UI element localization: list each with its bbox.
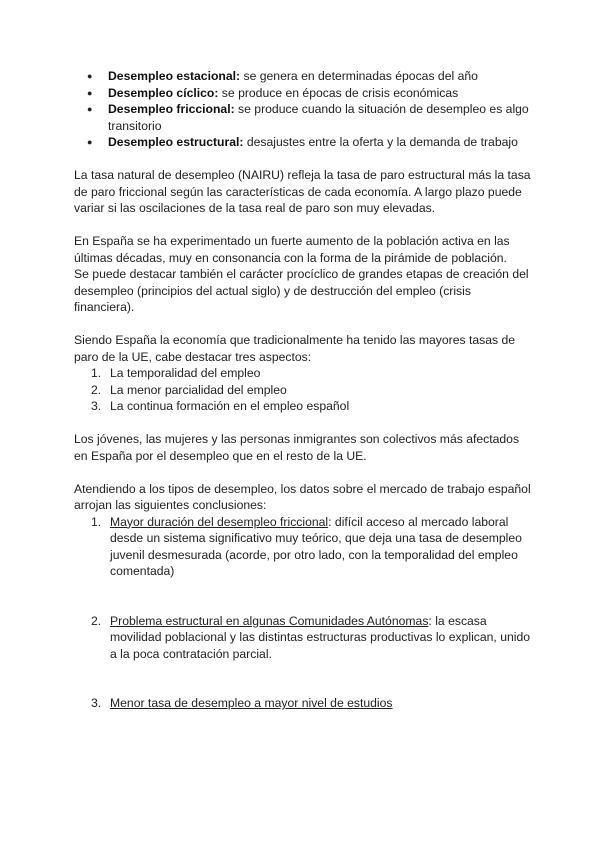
term-description: se produce cuando la situación de desempleo es algo transitorio	[108, 102, 529, 133]
paragraph-espana-poblacion: En España se ha experimentado un fuerte aumento de la población activa en las últimas décadas, muy en consonancia con la forma de la pirámide de población.	[74, 234, 510, 265]
aspectos-list	[74, 365, 534, 415]
item-number: 2.	[91, 613, 102, 628]
paragraph-aspectos-intro: Siendo España la economía que tradicionalmente ha tenido las mayores tasas de paro de la UE, cabe destacar tres aspectos:	[74, 333, 516, 364]
term-description: desajustes entre la oferta y la demanda de trabajo	[243, 135, 518, 149]
unemployment-types-list	[74, 68, 534, 151]
item-title: Menor tasa de desempleo a mayor nivel de estudios	[110, 696, 393, 710]
conclusiones-list	[74, 514, 534, 712]
term: Desempleo estructural:	[108, 135, 244, 149]
item-text: La continua formación en el empleo español	[110, 399, 350, 413]
list-item	[74, 613, 534, 663]
item-text: La menor parcialidad del empleo	[110, 382, 287, 397]
item-number: 2.	[91, 382, 102, 397]
item-description: : difícil acceso al mercado laboral desde un sistema significativo muy teórico, que deja una tasa de desempleo juvenil desmesurada (acorde, por otro lado, con la temporalidad del empleo comentada)	[110, 514, 522, 578]
term-description: se produce en épocas de crisis económicas	[218, 85, 459, 100]
term-description: se genera en determinadas épocas del año	[240, 69, 478, 83]
item-number: 1.	[91, 366, 102, 380]
item-number: 3.	[91, 399, 102, 413]
list-item	[74, 85, 534, 102]
list-item	[74, 101, 534, 134]
item-number: 1.	[91, 514, 102, 529]
paragraph-colectivos: Los jóvenes, las mujeres y las personas inmigrantes son colectivos más afectados en España por el desempleo que en el resto de la UE.	[74, 432, 520, 463]
list-item	[74, 134, 534, 151]
list-item	[74, 382, 534, 399]
list-item	[74, 695, 534, 712]
item-title: Problema estructural en algunas Comunidades Autónomas	[110, 613, 429, 628]
term: Desempleo estacional:	[108, 69, 241, 83]
list-item	[74, 365, 534, 382]
paragraph-nairu: La tasa natural de desempleo (NAIRU) refleja la tasa de paro estructural más la tasa de paro friccional según las características de cada economía. A largo plazo puede variar si las oscilaciones de la tasa real de paro son muy elevadas.	[74, 168, 531, 215]
item-title: Mayor duración del desempleo friccional	[110, 514, 329, 529]
paragraph-espana-prociclico: Se puede destacar también el carácter procíclico de grandes etapas de creación del desempleo (principios del actual siglo) y de destrucción del empleo (crisis financiera).	[74, 267, 529, 314]
document-page	[74, 68, 534, 712]
item-description: : la escasa movilidad poblacional y las distintas estructuras productivas lo explican, unido a la poca contratación parcial.	[110, 613, 531, 661]
list-item	[74, 514, 534, 580]
paragraph-conclusiones-intro: Atendiendo a los tipos de desempleo, los datos sobre el mercado de trabajo español arrojan las siguientes conclusiones:	[74, 481, 531, 512]
list-item	[74, 68, 534, 85]
list-item	[74, 398, 534, 415]
item-text: La temporalidad del empleo	[110, 366, 261, 380]
term: Desempleo cíclico:	[108, 85, 219, 100]
term: Desempleo friccional:	[108, 102, 235, 116]
item-number: 3.	[91, 696, 102, 710]
